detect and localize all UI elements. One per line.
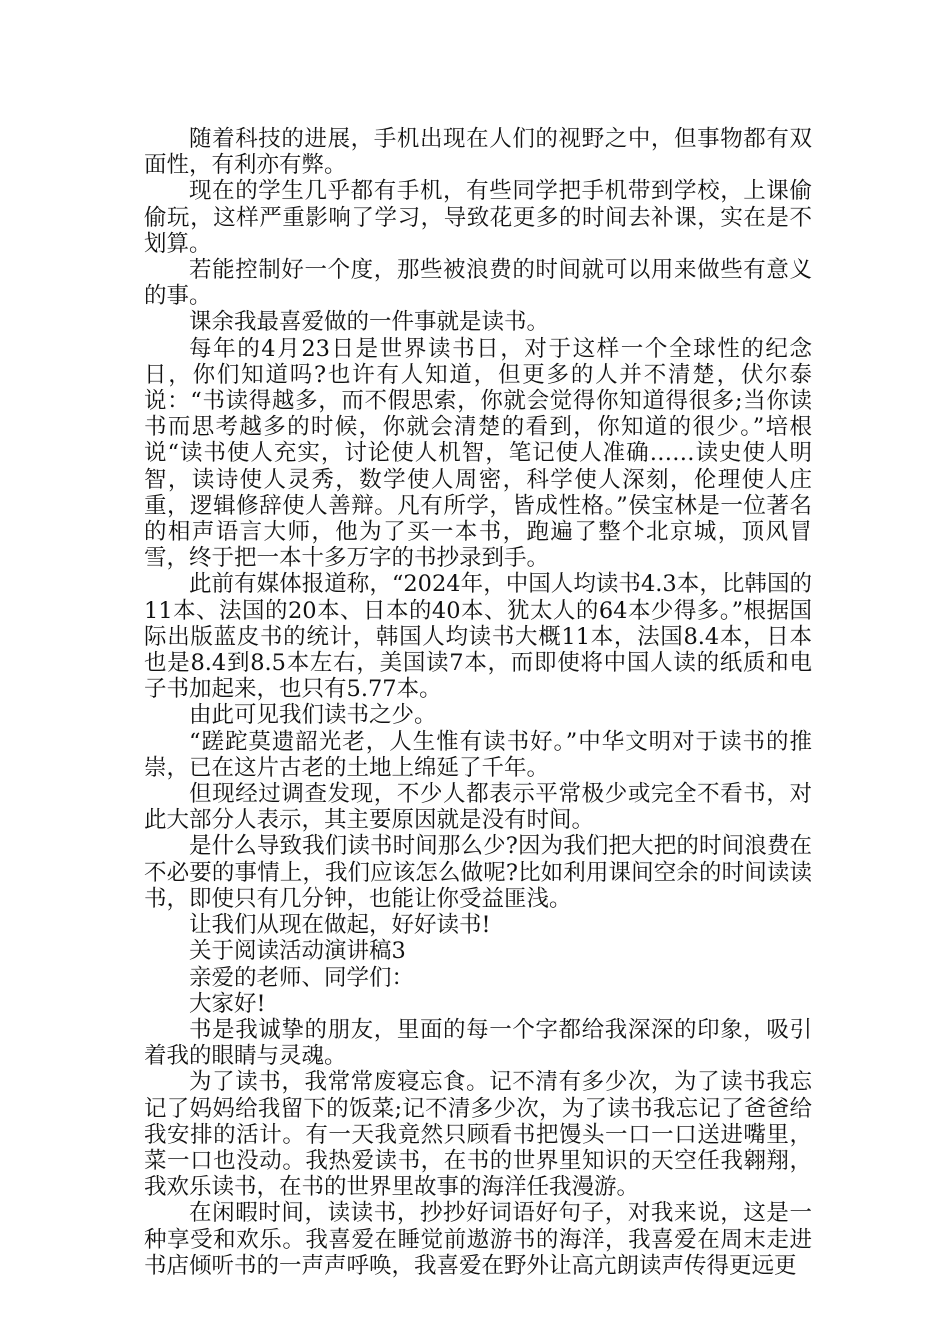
paragraph: 在闲暇时间，读读书，抄抄好词语好句子，对我来说，这是一种享受和欢乐。我喜爱在睡觉前遨游书的海洋，我喜爱在周末走进书店倾听书的一声声呼唤，我喜爱在野外让高亢朗读声传得更远更 [144, 1200, 812, 1279]
paragraph: “蹉跎莫遗韶光老，人生惟有读书好。”中华文明对于读书的推崇，已在这片古老的土地上绵延了千年。 [144, 728, 812, 781]
paragraph: 现在的学生几乎都有手机，有些同学把手机带到学校，上课偷偷玩，这样严重影响了学习，导致花更多的时间去补课，实在是不划算。 [144, 178, 812, 257]
greeting: 大家好! [189, 990, 266, 1017]
paragraph: 书是我诚挚的朋友，里面的每一个字都给我深深的印象，吸引着我的眼睛与灵魂。 [144, 1016, 812, 1070]
paragraph: 为了读书，我常常废寝忘食。记不清有多少次，为了读书我忘记了妈妈给我留下的饭菜;记不清多少次，为了读书我忘记了爸爸给我安排的活计。有一天我竟然只顾看书把馒头一口一口送进嘴里，菜一口也没动。我热爱读书，在书的世界里知识的天空任我翱翔，我欢乐读书，在书的世界里故事的海洋任我漫游。 [144, 1069, 812, 1201]
paragraph: 若能控制好一个度，那些被浪费的时间就可以用来做些有意义的事。 [144, 257, 812, 310]
paragraph: 每年的4月23日是世界读书日，对于这样一个全球性的纪念日，你们知道吗?也许有人知道，但更多的人并不清楚，伏尔泰说：“书读得越多，而不假思索，你就会觉得你知道得很多;当你读书而思考越多的时候，你就会清楚的看到，你知道的很少。”培根说“读书使人充实，讨论使人机智，笔记使人准确……读史使人明智，读诗使人灵秀，数学使人周密，科学使人深刻，伦理使人庄重，逻辑修辞使人善辩。凡有所学，皆成性格。”侯宝林是一位著名的相声语言大师，他为了买一本书，跑遍了整个北京城，顶风冒雪，终于把一本十多万字的书抄录到手。 [144, 335, 812, 572]
paragraph: 由此可见我们读书之少。 [189, 702, 437, 729]
section-heading: 关于阅读活动演讲稿3 [189, 938, 406, 965]
salutation: 亲爱的老师、同学们： [189, 964, 415, 991]
paragraph: 但现经过调查发现，不少人都表示平常极少或完全不看书，对此大部分人表示，其主要原因就是没有时间。 [144, 781, 812, 834]
paragraph: 此前有媒体报道称，“2024年，中国人均读书4.3本，比韩国的11本、法国的20本、日本的40本、犹太人的64本少得多。”根据国际出版蓝皮书的统计，韩国人均读书大概11本，法国8.4本，日本也是8.4到8.5本左右，美国读7本，而即使将中国人读的纸质和电子书加起来，也只有5.77本。 [144, 571, 812, 703]
paragraph: 课余我最喜爱做的一件事就是读书。 [189, 309, 550, 336]
paragraph: 让我们从现在做起，好好读书! [189, 912, 491, 939]
paragraph: 是什么导致我们读书时间那么少?因为我们把大把的时间浪费在不必要的事情上，我们应该怎么做呢?比如利用课间空余的时间读读书，即使只有几分钟，也能让你受益匪浅。 [144, 833, 812, 912]
document-body [144, 126, 812, 1279]
paragraph: 随着科技的进展，手机出现在人们的视野之中，但事物都有双面性，有利亦有弊。 [144, 126, 812, 179]
